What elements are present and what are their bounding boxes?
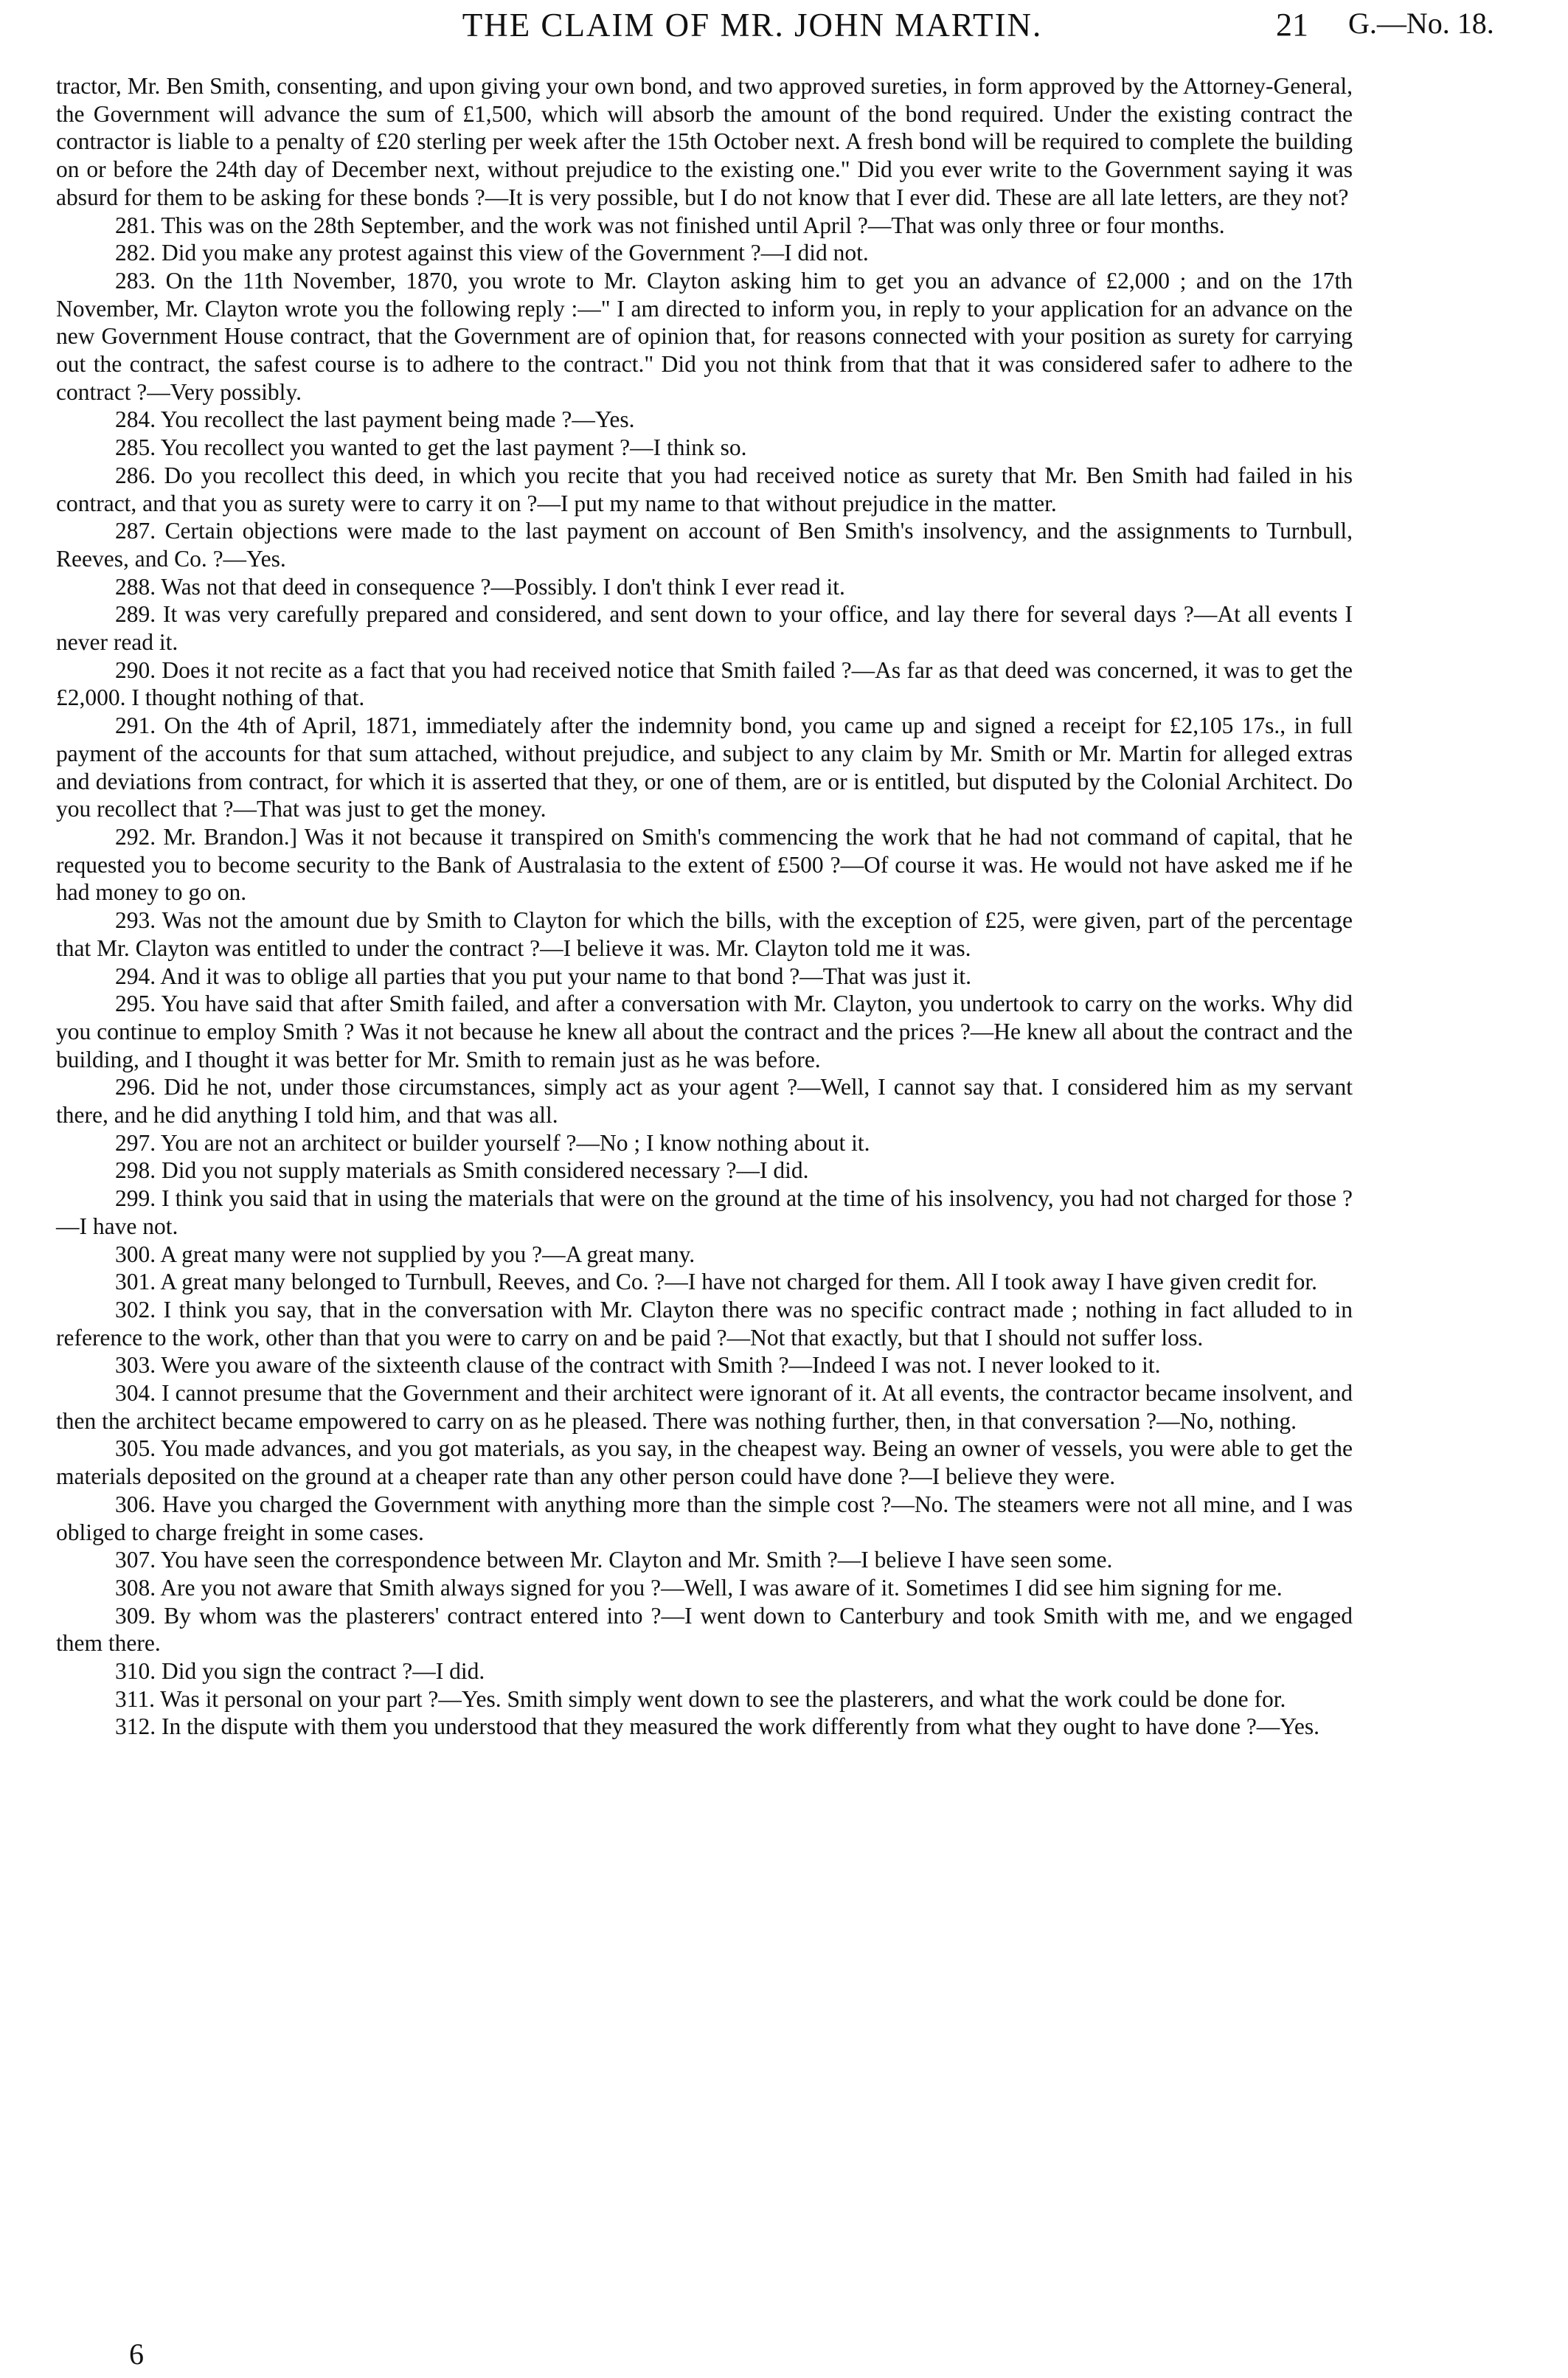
paragraph: 291. On the 4th of April, 1871, immediately after the indemnity bond, you came up and signed a receipt for £2,105 17s., in full payment of the accounts for that sum attached, without prejudice, and subject to any claim by Mr. Smith or Mr. Martin for alleged extras and deviations from contract, for which it is asserted that they, or one of them, are or is entitled, but disputed by the Colonial Architect. Do you recollect that ?—That was just to get the money. — [56, 713, 1353, 822]
page-header — [0, 6, 1568, 58]
paragraph: 296. Did he not, under those circumstances, simply act as your agent ?—Well, I cannot say that. I considered him as my servant there, and he did anything I told him, and that was all. — [56, 1074, 1353, 1129]
paragraph: 284. You recollect the last payment being made ?—Yes. — [115, 406, 635, 433]
paragraph: 312. In the dispute with them you understood that they measured the work differently from what they ought to have done ?—Yes. — [115, 1713, 1320, 1740]
paragraph: 308. Are you not aware that Smith always signed for you ?—Well, I was aware of it. Sometimes I did see him signing for me. — [115, 1574, 1283, 1601]
document-reference: G.—No. 18. — [1348, 7, 1494, 40]
paragraph: 281. This was on the 28th September, and the work was not finished until April ?—That was only three or four months. — [115, 212, 1225, 238]
paragraph: 298. Did you not supply materials as Smith considered necessary ?—I did. — [115, 1157, 809, 1184]
paragraph: 292. Mr. Brandon.] Was it not because it transpired on Smith's commencing the work that he had not command of capital, that he requested you to become security to the Bank of Australasia to the extent of £500 ?—Of course it was. He would not have asked me if he had money to go on. — [56, 823, 1353, 906]
paragraph: tractor, Mr. Ben Smith, consenting, and upon giving your own bond, and two approved sureties, in form approved by the Attorney-General, the Government will advance the sum of £1,500, which will absorb the amount of the bond required. Under the existing contract the contractor is liable to a penalty of £20 sterling per week after the 15th October next. A fresh bond will be required to complete the building on or before the 24th day of December next, without prejudice to the existing one." Did you ever write to the Government saying it was absurd for them to be asking for these bonds ?—It is very possible, but I do not know that I ever did. These are all late letters, are they not? — [56, 73, 1353, 210]
paragraph: 288. Was not that deed in consequence ?—Possibly. I don't think I ever read it. — [115, 573, 845, 600]
paragraph: 283. On the 11th November, 1870, you wrote to Mr. Clayton asking him to get you an advance of £2,000 ; and on the 17th November, Mr. Clayton wrote you the following reply :—" I am directed to inform you, in reply to your application for an advance on the new Government House contract, that the Government are of opinion that, for reasons connected with your position as surety for carrying out the contract, the safest course is to adhere to the contract." Did you not think from that that it was considered safer to adhere to the contract ?—Very possibly. — [56, 267, 1353, 405]
paragraph: 290. Does it not recite as a fact that you had received notice that Smith failed ?—As far as that deed was concerned, it was to get the £2,000. I thought nothing of that. — [56, 656, 1353, 711]
paragraph: 294. And it was to oblige all parties that you put your name to that bond ?—That was just it. — [115, 963, 971, 989]
paragraph: 305. You made advances, and you got materials, as you say, in the cheapest way. Being an owner of vessels, you were able to get the materials deposited on the ground at a cheaper rate than any other person could have done ?—I believe they were. — [56, 1435, 1353, 1490]
paragraph: 302. I think you say, that in the conversation with Mr. Clayton there was no specific contract made ; nothing in fact alluded to in reference to the work, other than that you were to carry on and be paid ?—Not that exactly, but that I should not suffer loss. — [56, 1296, 1353, 1351]
paragraph: 295. You have said that after Smith failed, and after a conversation with Mr. Clayton, you undertook to carry on the works. Why did you continue to employ Smith ? Was it not because he knew all about the contract and the prices ?—He knew all about the contract and the building, and I thought it was better for Mr. Smith to remain just as he was before. — [56, 991, 1353, 1072]
testimony-text — [56, 72, 1353, 1741]
signature-mark: 6 — [129, 2337, 144, 2371]
paragraph: 299. I think you said that in using the materials that were on the ground at the time of his insolvency, you had not charged for those ?—I have not. — [56, 1185, 1353, 1239]
paragraph: 310. Did you sign the contract ?—I did. — [115, 1658, 485, 1685]
paragraph: 307. You have seen the correspondence between Mr. Clayton and Mr. Smith ?—I believe I have seen some. — [115, 1547, 1113, 1573]
paragraph: 303. Were you aware of the sixteenth clause of the contract with Smith ?—Indeed I was not. I never looked to it. — [115, 1352, 1161, 1379]
paragraph: 309. By whom was the plasterers' contract entered into ?—I went down to Canterbury and took Smith with me, and we engaged them there. — [56, 1602, 1353, 1657]
paragraph: 301. A great many belonged to Turnbull, Reeves, and Co. ?—I have not charged for them. All I took away I have given credit for. — [115, 1269, 1318, 1295]
paragraph: 282. Did you make any protest against this view of the Government ?—I did not. — [115, 240, 869, 266]
page-number: 21 — [1276, 7, 1308, 43]
paragraph: 285. You recollect you wanted to get the last payment ?—I think so. — [115, 434, 747, 461]
paragraph: 300. A great many were not supplied by you ?—A great many. — [115, 1241, 695, 1267]
paragraph: 287. Certain objections were made to the last payment on account of Ben Smith's insolvency, and the assignments to Turnbull, Reeves, and Co. ?—Yes. — [56, 518, 1353, 572]
paragraph: 289. It was very carefully prepared and considered, and sent down to your office, and lay there for several days ?—At all events I never read it. — [56, 601, 1353, 656]
paragraph: 311. Was it personal on your part ?—Yes. Smith simply went down to see the plasterers, and what the work could be done for. — [115, 1685, 1286, 1712]
running-title: THE CLAIM OF MR. JOHN MARTIN. — [462, 7, 1043, 44]
paragraph: 286. Do you recollect this deed, in which you recite that you had received notice as surety that Mr. Ben Smith had failed in his contract, and that you as surety were to carry it on ?—I put my name to that without prejudice in the matter. — [56, 462, 1353, 516]
paragraph: 304. I cannot presume that the Government and their architect were ignorant of it. At all events, the contractor became insolvent, and then the architect became empowered to carry on as he pleased. There was nothing further, then, in that conversation ?—No, nothing. — [56, 1380, 1353, 1434]
paragraph: 297. You are not an architect or builder yourself ?—No ; I know nothing about it. — [115, 1129, 870, 1156]
paragraph: 293. Was not the amount due by Smith to Clayton for which the bills, with the exception of £25, were given, part of the percentage that Mr. Clayton was entitled to under the contract ?—I believe it was. Mr. Clayton told me it was. — [56, 907, 1353, 961]
paragraph: 306. Have you charged the Government with anything more than the simple cost ?—No. The steamers were not all mine, and I was obliged to charge freight in some cases. — [56, 1491, 1353, 1545]
